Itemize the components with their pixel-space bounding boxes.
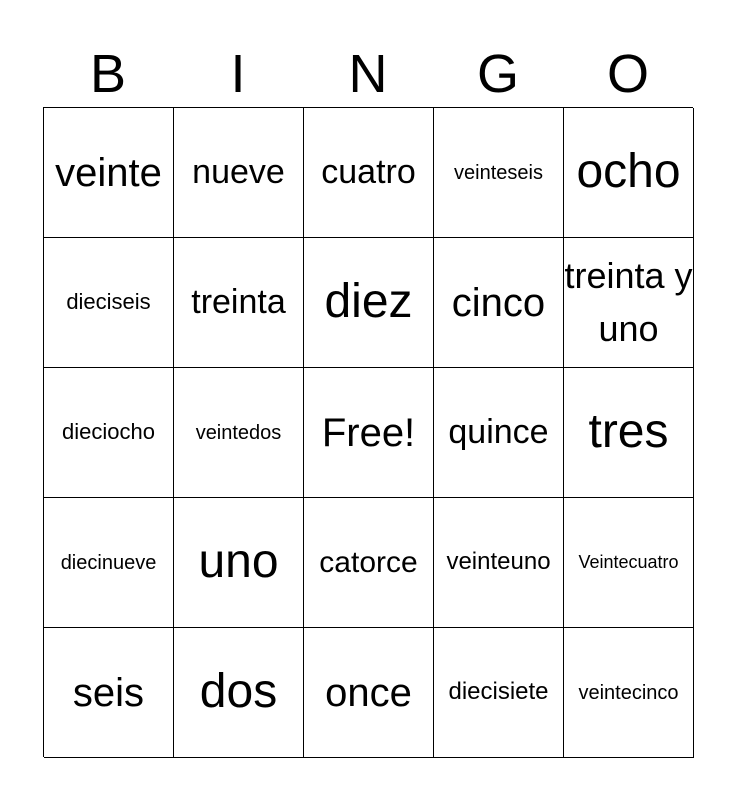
bingo-cell[interactable] — [434, 238, 564, 368]
cell-label: tres — [588, 405, 669, 459]
bingo-cell[interactable] — [564, 628, 694, 758]
bingo-cell[interactable] — [304, 108, 434, 238]
bingo-cell[interactable] — [304, 498, 434, 628]
cell-label: seis — [72, 670, 145, 715]
cell-label: catorce — [319, 546, 418, 579]
header-letter-o: O — [606, 44, 649, 104]
bingo-cell[interactable] — [44, 498, 174, 628]
bingo-cell[interactable] — [304, 238, 434, 368]
header-letter-g: G — [476, 44, 519, 104]
cell-label: veinteuno — [446, 548, 551, 576]
bingo-cell[interactable] — [174, 238, 304, 368]
cell-label: ocho — [576, 145, 681, 199]
cell-label: diecinueve — [60, 551, 157, 574]
bingo-cell[interactable] — [304, 628, 434, 758]
cell-label: diez — [324, 275, 413, 329]
cell-label: once — [325, 670, 412, 715]
bingo-cell[interactable] — [564, 498, 694, 628]
cell-label: dieciseis — [66, 289, 151, 315]
cell-label: veintedos — [195, 421, 282, 444]
bingo-cell[interactable] — [434, 498, 564, 628]
bingo-cell[interactable] — [434, 628, 564, 758]
cell-label: veinte — [55, 150, 162, 195]
cell-label: dos — [199, 665, 278, 719]
bingo-cell[interactable] — [174, 368, 304, 498]
cell-label: cinco — [451, 280, 546, 325]
bingo-cell[interactable] — [434, 108, 564, 238]
bingo-cell[interactable] — [564, 238, 694, 368]
bingo-cell[interactable] — [564, 108, 694, 238]
cell-label: nueve — [192, 152, 285, 191]
bingo-cell[interactable] — [44, 108, 174, 238]
cell-label: cuatro — [321, 152, 416, 191]
cell-label: diecisiete — [448, 678, 549, 706]
cell-label: uno — [198, 535, 279, 589]
bingo-cell[interactable] — [304, 368, 434, 498]
bingo-cell[interactable] — [434, 368, 564, 498]
bingo-cell[interactable] — [174, 108, 304, 238]
cell-label: quince — [448, 412, 549, 451]
bingo-cell[interactable] — [44, 628, 174, 758]
bingo-cell[interactable] — [44, 368, 174, 498]
cell-label: veinteseis — [454, 161, 543, 184]
bingo-cell[interactable] — [44, 238, 174, 368]
bingo-cell[interactable] — [174, 498, 304, 628]
cell-label: treinta y uno — [564, 255, 693, 349]
bingo-cell[interactable] — [174, 628, 304, 758]
free-space: Free! — [321, 410, 416, 455]
header-letter-i: I — [230, 44, 246, 104]
header-letter-b: B — [89, 44, 127, 104]
cell-label: veintecinco — [578, 681, 679, 704]
bingo-cell[interactable] — [564, 368, 694, 498]
cell-label: treinta — [191, 282, 286, 321]
header-letter-n: N — [348, 44, 388, 104]
cell-label: Veintecuatro — [578, 551, 679, 572]
cell-label: dieciocho — [62, 419, 155, 445]
bingo-board — [43, 107, 693, 757]
bingo-header — [43, 40, 693, 108]
